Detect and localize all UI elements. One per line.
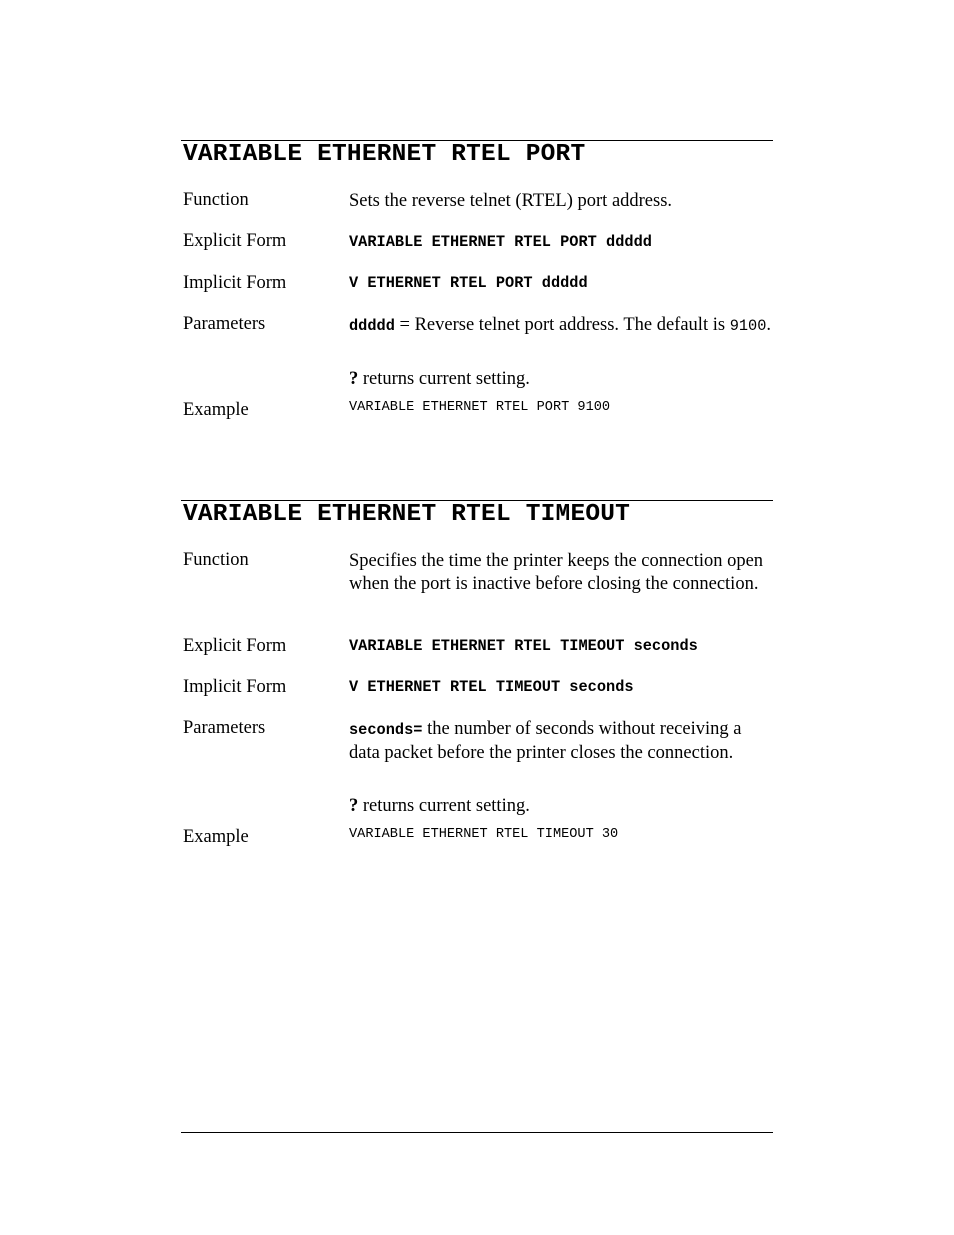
parameter-name: seconds= [349,721,423,739]
implicit-form-command: V ETHERNET RTEL PORT ddddd [349,274,588,292]
example-command: VARIABLE ETHERNET RTEL PORT 9100 [349,400,611,415]
function-label: Function [183,190,249,210]
footer-rule [181,1132,773,1133]
explicit-form-command: VARIABLE ETHERNET RTEL PORT ddddd [349,233,652,251]
explicit-form-label: Explicit Form [183,231,287,251]
example-command: VARIABLE ETHERNET RTEL TIMEOUT 30 [349,827,619,842]
parameter-description: = Reverse telnet port address. The default is [394,315,730,335]
query-text: returns current setting. [358,796,530,816]
implicit-form-label: Implicit Form [183,273,287,293]
parameters-label: Parameters [183,314,266,334]
function-label: Function [183,550,249,570]
command-section-rtel-timeout [183,501,773,861]
section-title: VARIABLE ETHERNET RTEL TIMEOUT [183,501,631,528]
implicit-form-command: V ETHERNET RTEL TIMEOUT seconds [349,678,634,696]
function-text: Sets the reverse telnet (RTEL) port address. [349,191,673,211]
parameter-end: . [766,315,772,335]
parameter-description: the number of seconds without receiving a data packet before the printer closes the connection. [349,719,742,763]
section-title: VARIABLE ETHERNET RTEL PORT [183,141,586,168]
example-label: Example [183,400,249,420]
explicit-form-command: VARIABLE ETHERNET RTEL TIMEOUT seconds [349,637,698,655]
example-label: Example [183,827,249,847]
parameters-label: Parameters [183,718,266,738]
parameter-default: 9100 [729,317,767,335]
function-text: Specifies the time the printer keeps the connection open when the port is inactive before closing the connection. [349,551,764,594]
query-text: returns current setting. [358,369,530,389]
query-symbol: ? [349,369,359,389]
command-section-rtel-port [183,141,773,431]
query-note [349,795,773,818]
query-symbol: ? [349,796,359,816]
parameter-name: ddddd [349,317,395,335]
implicit-form-label: Implicit Form [183,677,287,697]
explicit-form-label: Explicit Form [183,636,287,656]
parameters-text [349,314,773,338]
query-note [349,368,773,391]
parameters-text [349,718,773,764]
